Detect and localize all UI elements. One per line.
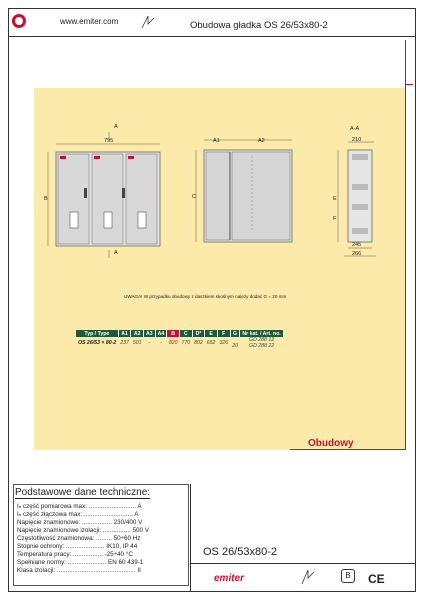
tech-row: Klasa izolacji: ............................................. II bbox=[17, 567, 141, 574]
spec-table-header bbox=[76, 330, 283, 337]
header-b: B bbox=[167, 330, 180, 337]
side-a1-label: A1 bbox=[213, 138, 220, 144]
footer-bolt-icon bbox=[300, 566, 320, 586]
side-a2-label: A2 bbox=[258, 138, 265, 144]
section-f-label: F bbox=[333, 216, 337, 222]
side-view-drawing bbox=[192, 132, 302, 252]
header-c: C bbox=[179, 330, 192, 337]
header-a4: A4 bbox=[155, 330, 167, 337]
red-guide-horizontal bbox=[290, 449, 406, 450]
header-url[interactable]: www.emiter.com bbox=[60, 17, 119, 26]
note-text: UWAGA! W przypadku obudowy z daszkiem skośnym należy dodać G = 20 mm bbox=[124, 294, 287, 299]
header-a1: A1 bbox=[118, 330, 131, 337]
red-guide-vertical bbox=[405, 40, 406, 450]
tech-row: Stopnie ochrony: ...................... IK10, IP 44 bbox=[17, 543, 138, 550]
header-bolt-icon bbox=[140, 14, 160, 30]
header-e: E bbox=[205, 330, 218, 337]
header-a3: A3 bbox=[144, 330, 156, 337]
header-a2: A2 bbox=[131, 330, 144, 337]
header-art: Nr kat. / Art. no. bbox=[240, 330, 283, 337]
front-section-label-top: A bbox=[114, 124, 118, 130]
footer-divider-vertical bbox=[190, 484, 191, 592]
ce-mark: CE bbox=[368, 572, 385, 586]
section-g2-label: 266 bbox=[352, 251, 362, 257]
front-width-label: 795 bbox=[104, 138, 114, 144]
section-title: A-A bbox=[350, 126, 360, 132]
header-title: Obudowa gładka OS 26/53x80-2 bbox=[190, 20, 328, 31]
cell-a2: 501 bbox=[132, 340, 142, 346]
tech-row: Napięcie znamionowe: ................. 230/400 V bbox=[17, 519, 143, 526]
header-f: F bbox=[217, 330, 230, 337]
cell-b: 820 bbox=[168, 340, 178, 346]
front-section-label-bottom: A bbox=[114, 250, 118, 256]
section-g1-label: 245 bbox=[352, 242, 362, 248]
table-row bbox=[76, 337, 283, 349]
section-view-drawing bbox=[330, 132, 380, 260]
tech-row: Iₙ część złączowa max: ............................ A bbox=[17, 511, 139, 518]
tech-row: Napięcie znamionowe izolacji: ................ 500 V bbox=[17, 527, 149, 534]
header-d: D* bbox=[192, 330, 205, 337]
tech-row: Spełniane normy: ...................... EN 60 439-1 bbox=[17, 559, 144, 566]
cell-g: 20 bbox=[232, 343, 238, 349]
cell-art bbox=[240, 337, 283, 349]
art-no-2: GD 288 22 bbox=[249, 343, 275, 349]
cell-a1: 237 bbox=[120, 340, 129, 346]
header-type: Typ / Type bbox=[76, 330, 118, 337]
art-no-1: GD 288 12 bbox=[249, 337, 275, 343]
side-c-label: C bbox=[192, 194, 196, 200]
red-guide-tick bbox=[405, 84, 413, 85]
header-g: G bbox=[230, 330, 240, 337]
front-height-label: B bbox=[44, 196, 48, 202]
footer-model: OS 26/53x80-2 bbox=[203, 546, 277, 558]
cell-a3: - bbox=[148, 340, 151, 346]
cell-type: OS 26/53 × 80-2 bbox=[78, 340, 117, 346]
tech-title: Podstawowe dane techniczne: bbox=[15, 487, 151, 498]
tech-row: Temperatura pracy: ................. -25÷40 °C bbox=[17, 551, 133, 558]
section-d-label: 210 bbox=[352, 137, 362, 143]
front-view-drawing bbox=[44, 132, 174, 260]
footer-brand-logo: emiter bbox=[214, 573, 245, 584]
tech-row: Częstotliwość znamionowa: ......... 50÷60 Hz bbox=[17, 535, 141, 542]
footer-divider bbox=[190, 563, 416, 564]
tech-row: Iₙ część pomiarowa max: ........................... A bbox=[17, 503, 142, 510]
cell-c: 770 bbox=[181, 340, 191, 346]
spec-table bbox=[76, 330, 284, 349]
cell-f: 326 bbox=[219, 340, 229, 346]
section-obudowy-label: Obudowy bbox=[308, 438, 354, 449]
cell-e: 652 bbox=[206, 340, 216, 346]
section-e-label: E bbox=[333, 196, 337, 202]
cell-a4: - bbox=[160, 340, 162, 346]
header-divider bbox=[8, 36, 416, 37]
b-certification-icon: B bbox=[341, 569, 355, 583]
cell-d: 802 bbox=[194, 340, 203, 346]
emiter-logo-icon bbox=[12, 14, 26, 28]
